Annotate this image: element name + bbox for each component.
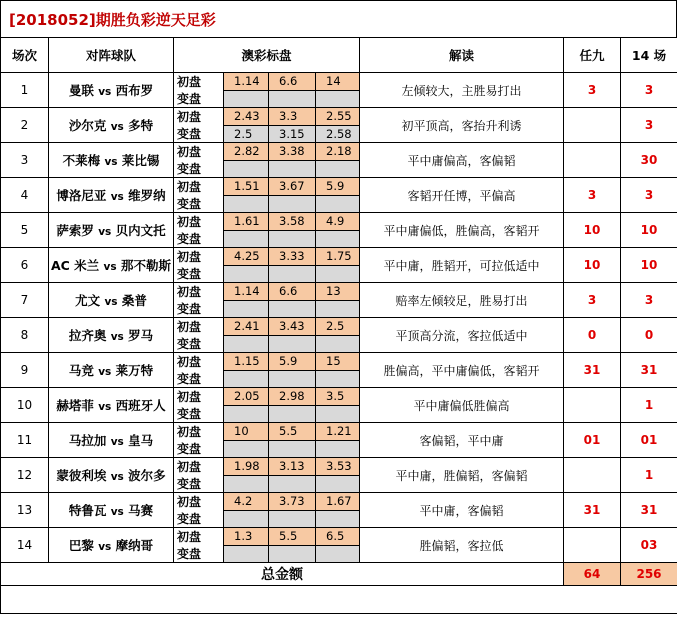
match-number: 5 xyxy=(1,213,49,248)
change-draw-odds xyxy=(269,440,316,458)
vs-label: vs xyxy=(110,121,124,133)
initial-draw-odds: 3.3 xyxy=(269,108,316,126)
match-number: 3 xyxy=(1,143,49,178)
match-reading: 客偏韬，平中庸 xyxy=(360,423,564,458)
change-loss-odds xyxy=(316,195,360,213)
home-team: 博洛尼亚 xyxy=(56,188,107,203)
initial-label: 初盘 xyxy=(174,388,224,406)
match-reading: 胜偏韬，客拉低 xyxy=(360,528,564,563)
match-reading: 胜偏高，平中庸偏低，客韬开 xyxy=(360,353,564,388)
change-loss-odds xyxy=(316,265,360,283)
ren9-pick xyxy=(564,458,621,493)
change-draw-odds xyxy=(269,370,316,388)
match-reading: 客韬开任博，平偏高 xyxy=(360,178,564,213)
match-number: 11 xyxy=(1,423,49,458)
initial-label: 初盘 xyxy=(174,353,224,371)
total-row xyxy=(1,563,677,586)
initial-loss-odds: 14 xyxy=(316,73,360,91)
match-row-initial xyxy=(1,423,677,441)
match-teams xyxy=(49,528,174,563)
match-teams xyxy=(49,283,174,318)
ren9-pick: 10 xyxy=(564,248,621,283)
initial-win-odds: 2.05 xyxy=(224,388,269,406)
initial-draw-odds: 3.58 xyxy=(269,213,316,231)
match-teams xyxy=(49,248,174,283)
vs-label: vs xyxy=(110,331,124,343)
match-teams xyxy=(49,493,174,528)
change-loss-odds xyxy=(316,230,360,248)
match-teams xyxy=(49,423,174,458)
lottery-table xyxy=(0,37,677,614)
fourteen-pick: 31 xyxy=(621,353,677,388)
match-reading: 平中庸，客偏韬 xyxy=(360,493,564,528)
change-win-odds xyxy=(224,510,269,528)
header-reading: 解读 xyxy=(360,38,564,73)
initial-draw-odds: 2.98 xyxy=(269,388,316,406)
fourteen-pick: 10 xyxy=(621,213,677,248)
match-number: 10 xyxy=(1,388,49,423)
initial-win-odds: 1.14 xyxy=(224,283,269,301)
change-loss-odds xyxy=(316,335,360,353)
fourteen-pick: 30 xyxy=(621,143,677,178)
initial-win-odds: 2.41 xyxy=(224,318,269,336)
match-reading: 左倾较大，主胜易打出 xyxy=(360,73,564,108)
initial-label: 初盘 xyxy=(174,423,224,441)
change-label: 变盘 xyxy=(174,545,224,563)
change-label: 变盘 xyxy=(174,300,224,318)
vs-label: vs xyxy=(98,401,112,413)
sheet-title: [2018052]期胜负彩逆天足彩 xyxy=(9,11,216,29)
change-draw-odds xyxy=(269,90,316,108)
change-draw-odds xyxy=(269,300,316,318)
header-match-no: 场次 xyxy=(1,38,49,73)
home-team: 马竞 xyxy=(68,363,94,378)
match-teams xyxy=(49,213,174,248)
change-win-odds xyxy=(224,230,269,248)
total-ren9: 64 xyxy=(564,563,621,586)
match-row-initial xyxy=(1,213,677,231)
initial-draw-odds: 3.13 xyxy=(269,458,316,476)
initial-win-odds: 10 xyxy=(224,423,269,441)
fourteen-pick: 01 xyxy=(621,423,677,458)
match-reading: 平中庸偏高，客偏韬 xyxy=(360,143,564,178)
ren9-pick xyxy=(564,108,621,143)
away-team: 皇马 xyxy=(128,433,154,448)
home-team: 曼联 xyxy=(68,83,94,98)
home-team: 巴黎 xyxy=(68,538,94,553)
initial-label: 初盘 xyxy=(174,73,224,91)
away-team: 那不勒斯 xyxy=(121,258,172,273)
fourteen-pick: 3 xyxy=(621,178,677,213)
change-draw-odds xyxy=(269,405,316,423)
away-team: 贝内文托 xyxy=(115,223,166,238)
change-loss-odds xyxy=(316,475,360,493)
change-label: 变盘 xyxy=(174,475,224,493)
match-row-initial xyxy=(1,353,677,371)
match-number: 1 xyxy=(1,73,49,108)
match-number: 13 xyxy=(1,493,49,528)
initial-loss-odds: 2.55 xyxy=(316,108,360,126)
ren9-pick: 3 xyxy=(564,283,621,318)
sheet-title-bar xyxy=(0,0,677,37)
initial-loss-odds: 2.18 xyxy=(316,143,360,161)
fourteen-pick: 10 xyxy=(621,248,677,283)
total-label: 总金额 xyxy=(1,563,564,586)
initial-draw-odds: 6.6 xyxy=(269,73,316,91)
initial-draw-odds: 5.5 xyxy=(269,528,316,546)
home-team: 沙尔克 xyxy=(68,118,107,133)
header-odds: 澳彩标盘 xyxy=(174,38,360,73)
change-label: 变盘 xyxy=(174,440,224,458)
ren9-pick: 10 xyxy=(564,213,621,248)
initial-win-odds: 1.14 xyxy=(224,73,269,91)
initial-loss-odds: 3.53 xyxy=(316,458,360,476)
vs-label: vs xyxy=(98,226,112,238)
vs-label: vs xyxy=(110,436,124,448)
initial-draw-odds: 6.6 xyxy=(269,283,316,301)
match-number: 8 xyxy=(1,318,49,353)
change-draw-odds xyxy=(269,195,316,213)
change-win-odds xyxy=(224,335,269,353)
initial-loss-odds: 1.75 xyxy=(316,248,360,266)
initial-draw-odds: 5.5 xyxy=(269,423,316,441)
match-row-initial xyxy=(1,388,677,406)
initial-loss-odds: 3.5 xyxy=(316,388,360,406)
home-team: 拉齐奥 xyxy=(68,328,107,343)
change-loss-odds xyxy=(316,160,360,178)
initial-loss-odds: 13 xyxy=(316,283,360,301)
match-reading: 平中庸，胜韬开，可拉低适中 xyxy=(360,248,564,283)
total-fourteen: 256 xyxy=(621,563,677,586)
home-team: 赫塔菲 xyxy=(56,398,94,413)
away-team: 多特 xyxy=(128,118,154,133)
fourteen-pick: 1 xyxy=(621,388,677,423)
header-row xyxy=(1,38,677,73)
away-team: 波尔多 xyxy=(128,468,166,483)
header-ren9: 任九 xyxy=(564,38,621,73)
away-team: 摩纳哥 xyxy=(115,538,154,553)
change-win-odds xyxy=(224,370,269,388)
initial-loss-odds: 4.9 xyxy=(316,213,360,231)
change-draw-odds: 3.15 xyxy=(269,125,316,143)
change-loss-odds xyxy=(316,510,360,528)
ren9-pick: 0 xyxy=(564,318,621,353)
fourteen-pick: 03 xyxy=(621,528,677,563)
initial-win-odds: 1.51 xyxy=(224,178,269,196)
home-team: 尤文 xyxy=(75,293,101,308)
home-team: 马拉加 xyxy=(68,433,107,448)
initial-label: 初盘 xyxy=(174,178,224,196)
change-draw-odds xyxy=(269,230,316,248)
initial-label: 初盘 xyxy=(174,213,224,231)
fourteen-pick: 0 xyxy=(621,318,677,353)
match-number: 6 xyxy=(1,248,49,283)
match-row-initial xyxy=(1,143,677,161)
change-draw-odds xyxy=(269,510,316,528)
change-win-odds xyxy=(224,160,269,178)
change-draw-odds xyxy=(269,475,316,493)
vs-label: vs xyxy=(98,86,112,98)
change-label: 变盘 xyxy=(174,265,224,283)
change-loss-odds xyxy=(316,300,360,318)
change-draw-odds xyxy=(269,160,316,178)
away-team: 马赛 xyxy=(128,503,154,518)
change-loss-odds xyxy=(316,90,360,108)
match-teams xyxy=(49,108,174,143)
match-row-initial xyxy=(1,73,677,91)
initial-win-odds: 2.43 xyxy=(224,108,269,126)
change-win-odds xyxy=(224,545,269,563)
home-team: 特鲁瓦 xyxy=(68,503,107,518)
change-label: 变盘 xyxy=(174,335,224,353)
initial-win-odds: 4.25 xyxy=(224,248,269,266)
initial-draw-odds: 3.33 xyxy=(269,248,316,266)
initial-draw-odds: 3.38 xyxy=(269,143,316,161)
initial-label: 初盘 xyxy=(174,283,224,301)
match-teams xyxy=(49,353,174,388)
match-number: 12 xyxy=(1,458,49,493)
change-win-odds xyxy=(224,440,269,458)
away-team: 莱万特 xyxy=(115,363,154,378)
ren9-pick xyxy=(564,528,621,563)
match-teams xyxy=(49,178,174,213)
home-team: 不莱梅 xyxy=(62,153,101,168)
match-teams xyxy=(49,73,174,108)
change-win-odds xyxy=(224,90,269,108)
fourteen-pick: 31 xyxy=(621,493,677,528)
change-win-odds xyxy=(224,195,269,213)
match-number: 4 xyxy=(1,178,49,213)
change-label: 变盘 xyxy=(174,230,224,248)
match-reading: 初平顶高，客抬升利诱 xyxy=(360,108,564,143)
away-team: 西布罗 xyxy=(115,83,154,98)
vs-label: vs xyxy=(110,471,124,483)
fourteen-pick: 3 xyxy=(621,108,677,143)
vs-label: vs xyxy=(98,366,112,378)
match-teams xyxy=(49,458,174,493)
change-win-odds xyxy=(224,475,269,493)
initial-draw-odds: 3.43 xyxy=(269,318,316,336)
vs-label: vs xyxy=(110,191,124,203)
initial-win-odds: 4.2 xyxy=(224,493,269,511)
vs-label: vs xyxy=(103,261,117,273)
away-team: 维罗纳 xyxy=(128,188,166,203)
fourteen-pick: 3 xyxy=(621,283,677,318)
ren9-pick: 31 xyxy=(564,353,621,388)
initial-label: 初盘 xyxy=(174,528,224,546)
change-win-odds xyxy=(224,300,269,318)
initial-win-odds: 1.98 xyxy=(224,458,269,476)
initial-win-odds: 1.15 xyxy=(224,353,269,371)
initial-loss-odds: 5.9 xyxy=(316,178,360,196)
header-teams: 对阵球队 xyxy=(49,38,174,73)
change-label: 变盘 xyxy=(174,195,224,213)
change-win-odds xyxy=(224,405,269,423)
ren9-pick: 01 xyxy=(564,423,621,458)
match-reading: 平中庸偏低胜偏高 xyxy=(360,388,564,423)
ren9-pick: 3 xyxy=(564,73,621,108)
initial-loss-odds: 6.5 xyxy=(316,528,360,546)
match-row-initial xyxy=(1,178,677,196)
vs-label: vs xyxy=(110,506,124,518)
initial-draw-odds: 3.67 xyxy=(269,178,316,196)
header-fourteen: 14 场 xyxy=(621,38,677,73)
away-team: 莱比锡 xyxy=(121,153,160,168)
ren9-pick: 3 xyxy=(564,178,621,213)
match-reading: 赔率左倾较足，胜易打出 xyxy=(360,283,564,318)
match-row-initial xyxy=(1,318,677,336)
match-row-initial xyxy=(1,108,677,126)
initial-win-odds: 1.61 xyxy=(224,213,269,231)
match-reading: 平顶高分流，客拉低适中 xyxy=(360,318,564,353)
initial-loss-odds: 15 xyxy=(316,353,360,371)
change-draw-odds xyxy=(269,545,316,563)
change-loss-odds: 2.58 xyxy=(316,125,360,143)
change-draw-odds xyxy=(269,335,316,353)
match-reading: 平中庸，胜偏韬，客偏韬 xyxy=(360,458,564,493)
initial-label: 初盘 xyxy=(174,458,224,476)
home-team: 萨索罗 xyxy=(56,223,94,238)
initial-label: 初盘 xyxy=(174,493,224,511)
match-row-initial xyxy=(1,458,677,476)
match-number: 2 xyxy=(1,108,49,143)
vs-label: vs xyxy=(98,541,112,553)
change-label: 变盘 xyxy=(174,405,224,423)
vs-label: vs xyxy=(104,296,118,308)
change-label: 变盘 xyxy=(174,90,224,108)
home-team: AC 米兰 xyxy=(50,258,100,273)
change-loss-odds xyxy=(316,370,360,388)
match-row-initial xyxy=(1,283,677,301)
match-teams xyxy=(49,388,174,423)
blank-footer-cell xyxy=(1,586,677,614)
change-loss-odds xyxy=(316,440,360,458)
match-teams xyxy=(49,143,174,178)
initial-win-odds: 2.82 xyxy=(224,143,269,161)
change-loss-odds xyxy=(316,405,360,423)
match-row-initial xyxy=(1,528,677,546)
fourteen-pick: 1 xyxy=(621,458,677,493)
change-label: 变盘 xyxy=(174,160,224,178)
away-team: 桑普 xyxy=(121,293,147,308)
change-win-odds: 2.5 xyxy=(224,125,269,143)
initial-draw-odds: 5.9 xyxy=(269,353,316,371)
match-number: 14 xyxy=(1,528,49,563)
initial-loss-odds: 1.67 xyxy=(316,493,360,511)
ren9-pick xyxy=(564,143,621,178)
vs-label: vs xyxy=(104,156,118,168)
initial-label: 初盘 xyxy=(174,318,224,336)
ren9-pick xyxy=(564,388,621,423)
match-number: 9 xyxy=(1,353,49,388)
initial-loss-odds: 2.5 xyxy=(316,318,360,336)
change-label: 变盘 xyxy=(174,510,224,528)
change-draw-odds xyxy=(269,265,316,283)
away-team: 西班牙人 xyxy=(115,398,166,413)
initial-win-odds: 1.3 xyxy=(224,528,269,546)
blank-footer-row xyxy=(1,586,677,614)
change-loss-odds xyxy=(316,545,360,563)
match-row-initial xyxy=(1,493,677,511)
match-row-initial xyxy=(1,248,677,266)
fourteen-pick: 3 xyxy=(621,73,677,108)
initial-label: 初盘 xyxy=(174,248,224,266)
change-label: 变盘 xyxy=(174,370,224,388)
initial-label: 初盘 xyxy=(174,108,224,126)
change-win-odds xyxy=(224,265,269,283)
match-teams xyxy=(49,318,174,353)
initial-draw-odds: 3.73 xyxy=(269,493,316,511)
match-reading: 平中庸偏低，胜偏高，客韬开 xyxy=(360,213,564,248)
home-team: 蒙彼利埃 xyxy=(56,468,107,483)
initial-label: 初盘 xyxy=(174,143,224,161)
ren9-pick: 31 xyxy=(564,493,621,528)
match-number: 7 xyxy=(1,283,49,318)
away-team: 罗马 xyxy=(128,328,154,343)
initial-loss-odds: 1.21 xyxy=(316,423,360,441)
change-label: 变盘 xyxy=(174,125,224,143)
